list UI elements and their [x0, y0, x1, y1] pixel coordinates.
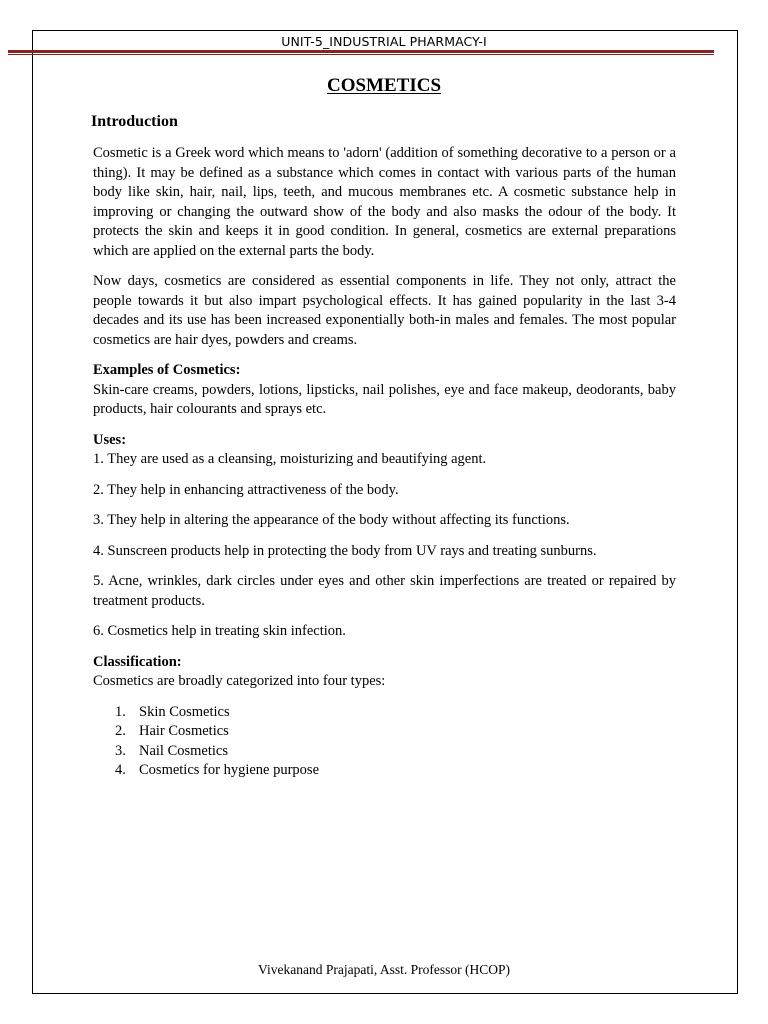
- document-body: [93, 144, 676, 781]
- use-item: 1. They are used as a cleansing, moisturizing and beautifying agent.: [93, 451, 487, 467]
- intro-paragraph-2: Now days, cosmetics are considered as essential components in life. They not only, attract the people towards it but also impart psychological effects. It has gained popularity in the last 3-4 decades and its use has been increased exponentially both-in males and females. The most popular cosmetics are hair dyes, powders and creams.: [93, 273, 676, 348]
- list-item: [115, 742, 676, 762]
- list-label: Cosmetics for hygiene purpose: [139, 762, 320, 778]
- intro-paragraph-1: Cosmetic is a Greek word which means to 'adorn' (addition of something decorative to a person or a thing). It may be defined as a substance which comes in contact with various parts of the human body like skin, hair, nail, lips, teeth, and mucous membranes etc. A cosmetic substance help in improving or changing the outward show of the body and also masks the odour of the body. It protects the skin and keeps it in good condition. In general, cosmetics are external preparations which are applied on the external parts the body.: [93, 145, 676, 259]
- header-rule-thin: [8, 54, 714, 55]
- list-number: 4.: [115, 762, 126, 778]
- examples-paragraph: Skin-care creams, powders, lotions, lipsticks, nail polishes, eye and face makeup, deodorants, baby products, hair colourants and sprays etc.: [93, 381, 676, 417]
- classification-heading: Classification:: [93, 653, 182, 670]
- list-item: [115, 722, 676, 742]
- classification-list: [93, 703, 676, 781]
- list-number: 2.: [115, 723, 126, 739]
- examples-heading: Examples of Cosmetics:: [93, 362, 241, 378]
- list-label: Nail Cosmetics: [139, 742, 229, 759]
- list-number: 1.: [115, 703, 126, 720]
- use-item: 2. They help in enhancing attractiveness of the body.: [93, 481, 399, 498]
- list-label: Hair Cosmetics: [139, 723, 229, 739]
- page-title: COSMETICS: [326, 75, 442, 96]
- use-item: 5. Acne, wrinkles, dark circles under eyes and other skin imperfections are treated or repaired by treatment products.: [93, 573, 676, 609]
- list-item: [115, 761, 676, 781]
- page-footer: Vivekanand Prajapati, Asst. Professor (HCOP): [258, 962, 510, 977]
- uses-heading: Uses:: [93, 431, 127, 448]
- header-rule: [8, 50, 714, 53]
- page-header: UNIT-5_INDUSTRIAL PHARMACY-I: [281, 34, 487, 49]
- use-item: 3. They help in altering the appearance of the body without affecting its functions.: [93, 512, 570, 528]
- use-item: 6. Cosmetics help in treating skin infection.: [93, 623, 346, 639]
- list-number: 3.: [115, 742, 126, 759]
- list-item: [115, 703, 676, 723]
- use-item: 4. Sunscreen products help in protecting the body from UV rays and treating sunburns.: [93, 542, 597, 559]
- classification-intro: Cosmetics are broadly categorized into four types:: [93, 673, 386, 689]
- introduction-heading: Introduction: [91, 113, 178, 130]
- list-label: Skin Cosmetics: [139, 703, 230, 720]
